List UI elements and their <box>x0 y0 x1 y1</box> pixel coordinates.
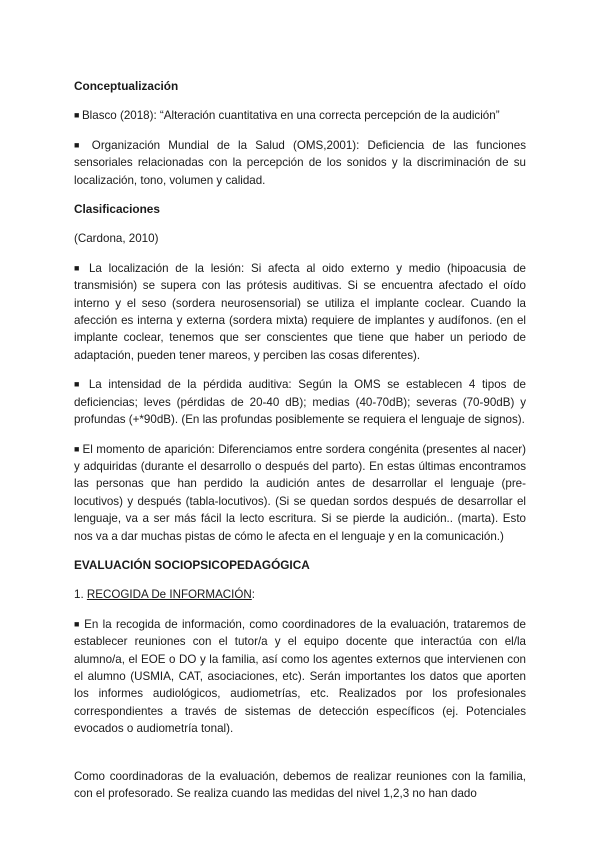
paragraph-intensidad-note: (En las profundas posiblemente se requiera el lenguaje de signos). <box>181 413 525 427</box>
paragraph-momento <box>74 441 526 545</box>
subheading-number: 1. <box>74 588 87 602</box>
paragraph-blasco: ■ Blasco (2018): “Alteración cuantitativa en una correcta percepción de la audición” <box>74 107 526 124</box>
heading-conceptualizacion: Conceptualización <box>74 79 179 93</box>
subheading-recogida <box>74 586 526 603</box>
subheading-title: RECOGIDA De INFORMACIÓN <box>86 588 252 602</box>
document-page <box>74 78 526 814</box>
paragraph-localizacion-text: La localización de la lesión: Si afecta al oido externo y medio (hipoacusia de transmisión) se supera con las prótesis auditivas. Si se encuentra afectado el oído interno y el seso (sordera neurosensorial) se utiliza el implante coclear. Cuando la afección es interna y externa (sordera mixta) requiere de implantes y audífonos. <box>74 261 526 328</box>
heading-evaluacion: EVALUACIÓN SOCIOPSICOPEDAGÓGICA <box>74 557 310 572</box>
citation-cardona: (Cardona, 2010) <box>74 232 159 246</box>
subheading-colon: : <box>251 588 256 602</box>
paragraph-localizacion-note: (en el implante coclear, tenemos que ser conscientes que tiene que haber un periodo de adaptación, pueden tener mareos, y perciben las cosas diferentes). <box>74 314 526 362</box>
paragraph-coordinadoras: Como coordinadoras de la evaluación, debemos de realizar reuniones con la familia, con el profesorado. Se realiza cuando las medidas del nivel 1,2,3 no han dado <box>74 769 526 800</box>
paragraph-momento-text: El momento de aparición: Diferenciamos entre sordera congénita (presentes al nacer) y adquiridas (durante el desarrollo o después del parto). En estas últimas encontramos las personas que han perdido la audición antes de desarrollar el lenguaje (pre-locutivos) y después (tabla-locutivos). <box>74 442 526 508</box>
paragraph-oms: ■ Organización Mundial de la Salud (OMS,2001): Deficiencia de las funciones sensoriales relacionadas con la percepción de los sonidos y la discriminación de su localización, tono, volumen y calidad. <box>74 137 526 189</box>
paragraph-localizacion <box>74 260 526 364</box>
paragraph-intensidad <box>74 376 526 428</box>
paragraph-intensidad-text: La intensidad de la pérdida auditiva: Según la OMS se establecen 4 tipos de deficiencias; leves (pérdidas de 20-40 dB); medias (40-70dB); severas (70-90dB) y profundas (+*90dB). <box>74 378 526 427</box>
heading-clasificaciones: Clasificaciones <box>74 202 160 217</box>
paragraph-momento-note: (Si se quedan sordos después de desarrollar el lenguaje, va a ser más fácil la lecto escritura. Si se pierde la audición.. (marta). Esto nos va a dar muchas pistas de cómo le afecta en el lenguaje y en la comunicación.) <box>74 494 526 543</box>
paragraph-recogida: ■ En la recogida de información, como coordinadores de la evaluación, trataremos de establecer reuniones con el tutor/a y el equipo docente que interactúa con el/la alumno/a, el EOE o DO y la familia, así como los agentes externos que intervienen con el alumno (USMIA, CAT, asociaciones, etc). Serán importantes los datos que aporten los informes audiológicos, audiometrías, etc. Realizados por los profesionales correspondientes a través de sistemas de detección específicos (ej. Potenciales evocados o audiometría tonal). <box>74 616 526 738</box>
